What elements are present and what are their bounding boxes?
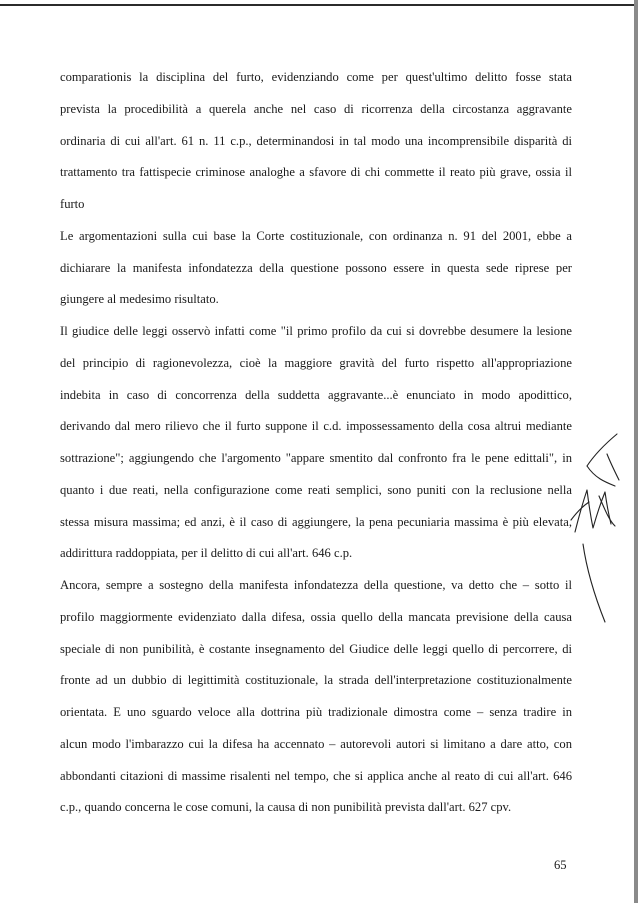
top-border-rule: [0, 4, 638, 6]
text-line: abbondanti citazioni di massime risalenti nel tempo, che si applica anche al reato di cui all'art. 646: [60, 768, 572, 783]
text-line: c.p., quando concerna le cose comuni, la causa di non punibilità prevista dall'art. 627 cpv.: [60, 800, 512, 815]
text-line: prevista la procedibilità a querela anche nel caso di ricorrenza della circostanza aggravante: [60, 101, 572, 116]
text-line: Ancora, sempre a sostegno della manifesta infondatezza della questione, va detto che – sotto il: [60, 578, 572, 592]
text-line: stessa misura massima; ed anzi, è il caso di aggiungere, la pena pecuniaria massima è più elevata,: [60, 514, 572, 529]
text-line: dichiarare la manifesta infondatezza della questione possono essere in questa sede riprese per: [60, 260, 572, 275]
text-line: speciale di non punibilità, è costante insegnamento del Giudice delle leggi quello di percorrere, di: [60, 641, 572, 656]
text-line: alcun modo l'imbarazzo cui la difesa ha accennato – autorevoli autori si limitano a dare atto, con: [60, 736, 572, 751]
text-line: profilo maggiormente evidenziato dalla difesa, ossia quello della mancata previsione della causa: [60, 609, 572, 624]
text-line: Le argomentazioni sulla cui base la Corte costituzionale, con ordinanza n. 91 del 2001, ebbe a: [60, 228, 572, 243]
right-page-edge: [634, 0, 638, 903]
text-line: trattamento tra fattispecie criminose analoghe a sfavore di chi commette il reato più grave, ossia il: [60, 165, 572, 180]
text-line: del principio di ragionevolezza, cioè la maggiore gravità del furto rispetto all'appropriazione: [60, 355, 572, 370]
handwritten-signature: [565, 432, 625, 632]
text-line: sottrazione"; aggiungendo che l'argomento "appare smentito dal confronto fra le pene edittali", in: [60, 451, 572, 465]
text-line: fronte ad un dubbio di legittimità costituzionale, la strada dell'interpretazione costituzionalmente: [60, 673, 572, 688]
text-line: quanto i due reati, nella configurazione come reati semplici, sono puniti con la reclusione nella: [60, 482, 572, 497]
text-line: addirittura raddoppiata, per il delitto di cui all'art. 646 c.p.: [60, 546, 353, 561]
text-line: giungere al medesimo risultato.: [60, 292, 219, 307]
text-line: Il giudice delle leggi osservò infatti come "il primo profilo da cui si dovrebbe desumere la lesione: [60, 324, 572, 338]
text-line: indebita in caso di concorrenza della suddetta aggravante...è enunciato in modo apodittico,: [60, 387, 572, 402]
page-number: 65: [554, 858, 567, 872]
text-line: derivando dal mero rilievo che il furto suppone il c.d. impossessamento della cosa altrui mediante: [60, 419, 572, 434]
text-line: ordinaria di cui all'art. 61 n. 11 c.p., determinandosi in tal modo una incomprensibile disparità di: [60, 133, 572, 148]
text-line: comparationis la disciplina del furto, evidenziando come per quest'ultimo delitto fosse stata: [60, 70, 572, 84]
text-line: furto: [60, 197, 85, 211]
text-line: orientata. E uno sguardo veloce alla dottrina più tradizionale dimostra come – senza tradire in: [60, 705, 572, 719]
document-body: [60, 62, 572, 824]
